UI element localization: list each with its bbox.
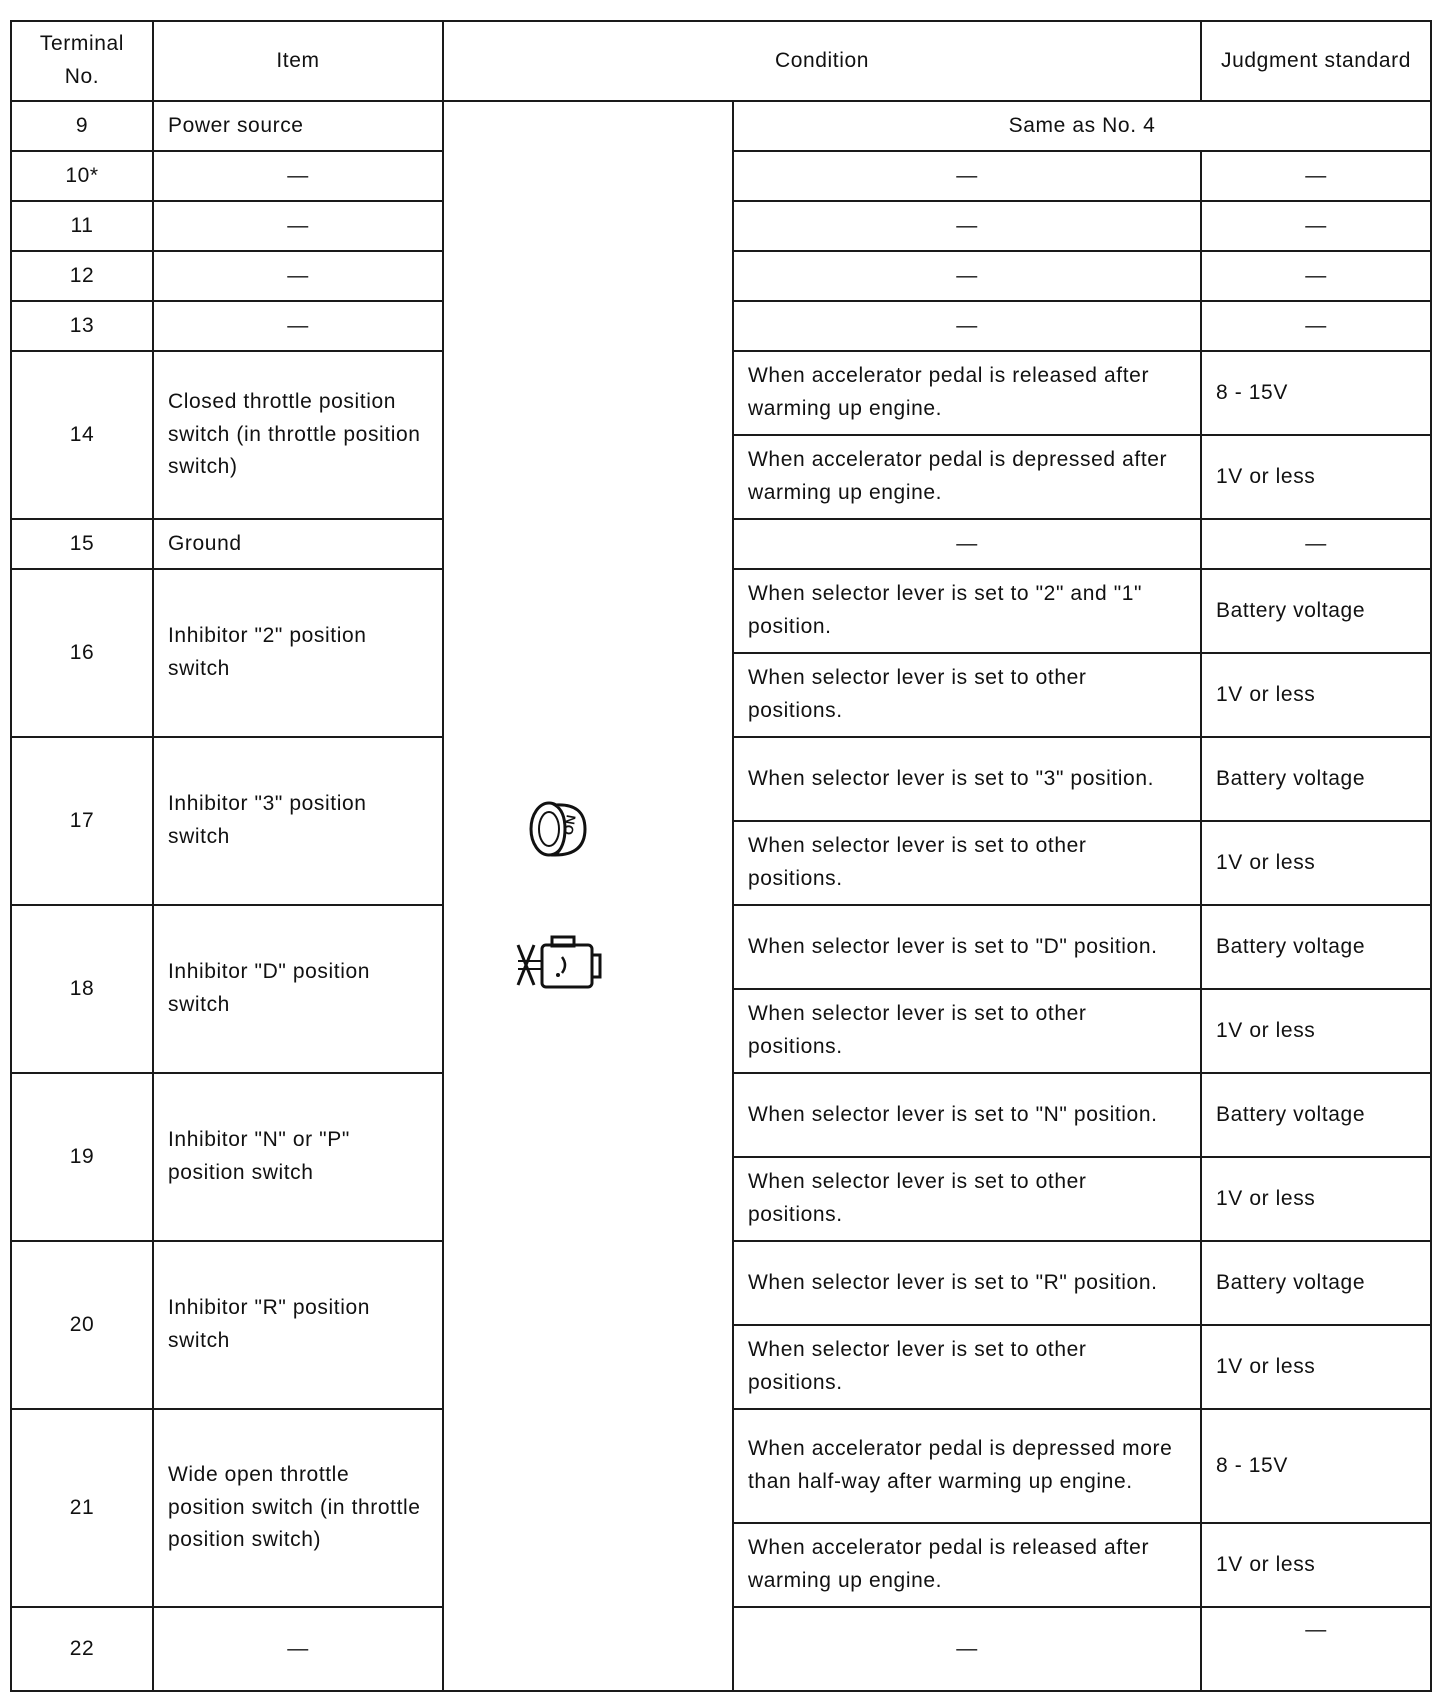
condition-icon-cell — [443, 101, 733, 1691]
terminal-cell: 18 — [11, 905, 153, 1073]
judgment-cell: Battery voltage — [1201, 1241, 1431, 1325]
judgment-cell: 1V or less — [1201, 821, 1431, 905]
terminal-cell: 14 — [11, 351, 153, 519]
condition-cell: When accelerator pedal is depressed more than half-way after warming up engine. — [733, 1409, 1201, 1523]
condition-cell: When accelerator pedal is depressed after warming up engine. — [733, 435, 1201, 519]
terminal-cell: 17 — [11, 737, 153, 905]
condition-cell: When selector lever is set to other positions. — [733, 653, 1201, 737]
header-condition: Condition — [443, 21, 1201, 101]
header-judgment: Judgment standard — [1201, 21, 1431, 101]
judgment-cell: 1V or less — [1201, 653, 1431, 737]
judgment-cell: — — [1201, 301, 1431, 351]
item-cell: Inhibitor "3" position switch — [153, 737, 443, 905]
item-cell: Wide open throttle position switch (in throttle position switch) — [153, 1409, 443, 1607]
judgment-cell: — — [1201, 1607, 1431, 1691]
judgment-cell: 1V or less — [1201, 1325, 1431, 1409]
ignition-key-on-icon — [525, 797, 591, 861]
judgment-cell: 1V or less — [1201, 435, 1431, 519]
condition-cell: When accelerator pedal is released after warming up engine. — [733, 351, 1201, 435]
header-item: Item — [153, 21, 443, 101]
item-cell: — — [153, 1607, 443, 1691]
condition-cell: When accelerator pedal is released after warming up engine. — [733, 1523, 1201, 1607]
condition-cell: — — [733, 1607, 1201, 1691]
judgment-cell: — — [1201, 201, 1431, 251]
engine-running-icon — [512, 931, 604, 995]
judgment-cell: Battery voltage — [1201, 1073, 1431, 1157]
spec-page — [10, 20, 1430, 1692]
condition-cell: When selector lever is set to other positions. — [733, 1157, 1201, 1241]
condition-cell: — — [733, 251, 1201, 301]
svg-text:ON: ON — [560, 813, 579, 837]
item-cell: — — [153, 301, 443, 351]
terminal-spec-table — [10, 20, 1432, 1692]
item-cell: Closed throttle position switch (in throttle position switch) — [153, 351, 443, 519]
merged-condition-cell: Same as No. 4 — [733, 101, 1431, 151]
item-cell: Inhibitor "R" position switch — [153, 1241, 443, 1409]
terminal-cell: 16 — [11, 569, 153, 737]
terminal-cell: 21 — [11, 1409, 153, 1607]
item-cell: Inhibitor "2" position switch — [153, 569, 443, 737]
terminal-cell: 22 — [11, 1607, 153, 1691]
item-cell: Power source — [153, 101, 443, 151]
judgment-cell: 8 - 15V — [1201, 351, 1431, 435]
condition-cell: — — [733, 519, 1201, 569]
judgment-cell: 1V or less — [1201, 1157, 1431, 1241]
terminal-cell: 15 — [11, 519, 153, 569]
item-cell: — — [153, 251, 443, 301]
terminal-cell: 12 — [11, 251, 153, 301]
judgment-cell: Battery voltage — [1201, 905, 1431, 989]
condition-cell: — — [733, 301, 1201, 351]
condition-icons — [398, 797, 718, 995]
condition-cell: — — [733, 151, 1201, 201]
judgment-cell: — — [1201, 251, 1431, 301]
condition-cell: When selector lever is set to "3" position. — [733, 737, 1201, 821]
judgment-cell: Battery voltage — [1201, 737, 1431, 821]
condition-cell: When selector lever is set to other positions. — [733, 821, 1201, 905]
header-terminal: Terminal No. — [11, 21, 153, 101]
condition-cell: When selector lever is set to "N" position. — [733, 1073, 1201, 1157]
condition-cell: — — [733, 201, 1201, 251]
judgment-cell: 8 - 15V — [1201, 1409, 1431, 1523]
item-cell: — — [153, 151, 443, 201]
condition-cell: When selector lever is set to other positions. — [733, 989, 1201, 1073]
item-cell: Inhibitor "D" position switch — [153, 905, 443, 1073]
terminal-cell: 9 — [11, 101, 153, 151]
judgment-cell: 1V or less — [1201, 989, 1431, 1073]
terminal-cell: 11 — [11, 201, 153, 251]
condition-cell: When selector lever is set to "R" position. — [733, 1241, 1201, 1325]
header-row — [11, 21, 1431, 101]
condition-cell: When selector lever is set to other positions. — [733, 1325, 1201, 1409]
table-row — [11, 101, 1431, 151]
judgment-cell: — — [1201, 151, 1431, 201]
terminal-cell: 19 — [11, 1073, 153, 1241]
item-cell: Inhibitor "N" or "P" position switch — [153, 1073, 443, 1241]
terminal-cell: 13 — [11, 301, 153, 351]
terminal-cell: 20 — [11, 1241, 153, 1409]
judgment-cell: Battery voltage — [1201, 569, 1431, 653]
condition-cell: When selector lever is set to "D" position. — [733, 905, 1201, 989]
item-cell: — — [153, 201, 443, 251]
terminal-cell: 10* — [11, 151, 153, 201]
item-cell: Ground — [153, 519, 443, 569]
judgment-cell: — — [1201, 519, 1431, 569]
judgment-cell: 1V or less — [1201, 1523, 1431, 1607]
condition-cell: When selector lever is set to "2" and "1" position. — [733, 569, 1201, 653]
